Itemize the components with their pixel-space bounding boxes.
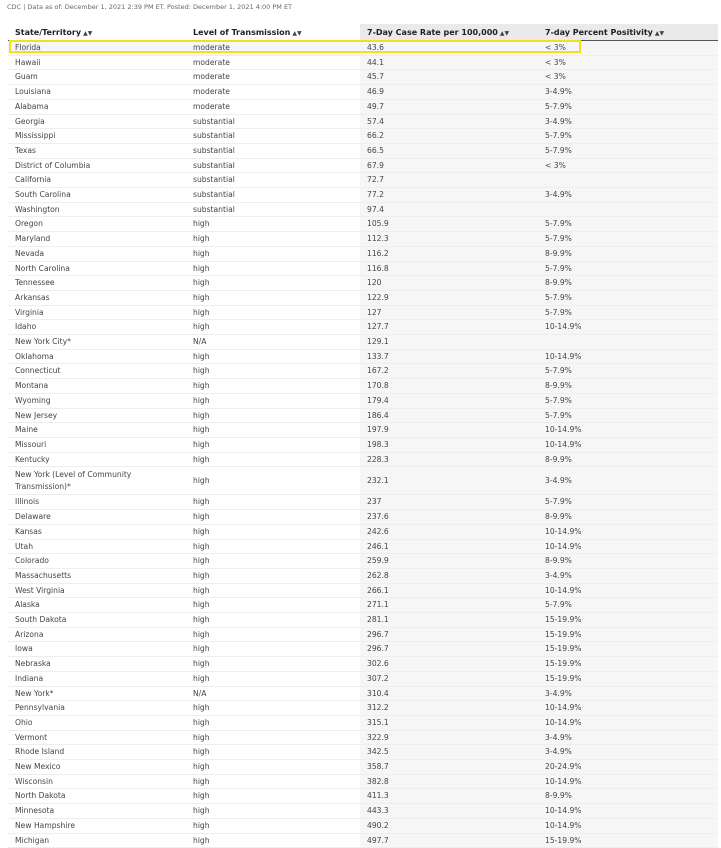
cell-state: California xyxy=(8,173,186,188)
table-row xyxy=(8,804,718,819)
table-row xyxy=(8,85,718,100)
cell-state: Idaho xyxy=(8,320,186,335)
cell-case-rate: 490.2 xyxy=(360,818,538,833)
cell-positivity: 10-14.9% xyxy=(538,437,718,452)
cell-case-rate: 67.9 xyxy=(360,158,538,173)
cell-case-rate: 127.7 xyxy=(360,320,538,335)
cell-level: high xyxy=(186,789,360,804)
cell-case-rate: 246.1 xyxy=(360,539,538,554)
table-row xyxy=(8,598,718,613)
cell-case-rate: 116.8 xyxy=(360,261,538,276)
cell-case-rate: 310.4 xyxy=(360,686,538,701)
table-row xyxy=(8,364,718,379)
cell-case-rate: 307.2 xyxy=(360,671,538,686)
cell-level: high xyxy=(186,671,360,686)
table-row xyxy=(8,510,718,525)
table-row xyxy=(8,774,718,789)
cell-state: Maine xyxy=(8,423,186,438)
cell-positivity: 5-7.9% xyxy=(538,598,718,613)
cell-case-rate: 296.7 xyxy=(360,627,538,642)
table-row xyxy=(8,320,718,335)
cell-state: North Carolina xyxy=(8,261,186,276)
table-row xyxy=(8,173,718,188)
cell-case-rate: 262.8 xyxy=(360,568,538,583)
cell-case-rate: 167.2 xyxy=(360,364,538,379)
cell-case-rate: 112.3 xyxy=(360,232,538,247)
table-row xyxy=(8,437,718,452)
cell-state: Maryland xyxy=(8,232,186,247)
table-row xyxy=(8,129,718,144)
cell-level: high xyxy=(186,349,360,364)
cell-level: high xyxy=(186,290,360,305)
cell-positivity: 3-4.9% xyxy=(538,745,718,760)
table-row xyxy=(8,55,718,70)
cell-positivity: 5-7.9% xyxy=(538,393,718,408)
cell-level: substantial xyxy=(186,188,360,203)
table-row xyxy=(8,305,718,320)
sort-icon[interactable]: ▲▼ xyxy=(292,29,302,37)
cell-positivity: 5-7.9% xyxy=(538,364,718,379)
table-row xyxy=(8,217,718,232)
cell-positivity: 5-7.9% xyxy=(538,232,718,247)
cell-positivity: 10-14.9% xyxy=(538,349,718,364)
cell-positivity: 10-14.9% xyxy=(538,774,718,789)
cell-level: high xyxy=(186,760,360,775)
cell-state: Florida xyxy=(8,41,186,56)
cell-level: high xyxy=(186,568,360,583)
cell-case-rate: 302.6 xyxy=(360,657,538,672)
cell-state: Pennsylvania xyxy=(8,701,186,716)
table-row xyxy=(8,158,718,173)
cell-positivity: 5-7.9% xyxy=(538,217,718,232)
cell-positivity: 3-4.9% xyxy=(538,568,718,583)
cell-state: Vermont xyxy=(8,730,186,745)
cell-case-rate: 44.1 xyxy=(360,55,538,70)
table-row xyxy=(8,833,718,848)
sort-icon[interactable]: ▲▼ xyxy=(654,29,665,37)
table-row xyxy=(8,246,718,261)
cell-level: high xyxy=(186,833,360,848)
cell-positivity: 10-14.9% xyxy=(538,423,718,438)
table-row xyxy=(8,554,718,569)
cell-positivity: 3-4.9% xyxy=(538,114,718,129)
cell-case-rate: 242.6 xyxy=(360,524,538,539)
cell-case-rate: 358.7 xyxy=(360,760,538,775)
cell-level: high xyxy=(186,701,360,716)
cell-positivity: 5-7.9% xyxy=(538,99,718,114)
table-row xyxy=(8,202,718,217)
cell-positivity: 3-4.9% xyxy=(538,730,718,745)
cell-state: New York (Level of Community Transmission)* xyxy=(8,467,186,495)
cell-positivity: 10-14.9% xyxy=(538,524,718,539)
cell-level: high xyxy=(186,657,360,672)
table-row xyxy=(8,524,718,539)
cell-case-rate: 237 xyxy=(360,495,538,510)
cell-level: high xyxy=(186,423,360,438)
cell-positivity: 3-4.9% xyxy=(538,686,718,701)
table-row xyxy=(8,686,718,701)
table-row xyxy=(8,789,718,804)
table-row xyxy=(8,701,718,716)
header-case-rate[interactable]: 7-Day Case Rate per 100,000 ▲▼ xyxy=(360,24,538,41)
cell-positivity: < 3% xyxy=(538,70,718,85)
table-row xyxy=(8,760,718,775)
table-row xyxy=(8,452,718,467)
cell-case-rate: 45.7 xyxy=(360,70,538,85)
cell-state: Alabama xyxy=(8,99,186,114)
cell-positivity: 3-4.9% xyxy=(538,188,718,203)
cell-level: substantial xyxy=(186,129,360,144)
cell-state: Tennessee xyxy=(8,276,186,291)
cell-positivity: 15-19.9% xyxy=(538,613,718,628)
table-row xyxy=(8,41,718,56)
table-row xyxy=(8,379,718,394)
table-row xyxy=(8,583,718,598)
cell-level: moderate xyxy=(186,41,360,56)
table-row xyxy=(8,568,718,583)
cell-positivity: < 3% xyxy=(538,55,718,70)
cell-state: West Virginia xyxy=(8,583,186,598)
cell-state: Wyoming xyxy=(8,393,186,408)
cell-state: Oregon xyxy=(8,217,186,232)
cell-positivity: < 3% xyxy=(538,158,718,173)
cell-case-rate: 179.4 xyxy=(360,393,538,408)
cell-case-rate: 72.7 xyxy=(360,173,538,188)
table-row xyxy=(8,423,718,438)
table-row xyxy=(8,393,718,408)
table-row xyxy=(8,188,718,203)
cell-case-rate: 198.3 xyxy=(360,437,538,452)
cell-case-rate: 57.4 xyxy=(360,114,538,129)
cell-state: New Hampshire xyxy=(8,818,186,833)
cell-state: New York* xyxy=(8,686,186,701)
cell-state: Delaware xyxy=(8,510,186,525)
cell-case-rate: 259.9 xyxy=(360,554,538,569)
cell-positivity: 15-19.9% xyxy=(538,671,718,686)
table-row xyxy=(8,745,718,760)
cell-level: moderate xyxy=(186,99,360,114)
cell-state: South Carolina xyxy=(8,188,186,203)
cell-positivity xyxy=(538,173,718,188)
cell-positivity: 10-14.9% xyxy=(538,583,718,598)
cell-level: high xyxy=(186,232,360,247)
table-row xyxy=(8,335,718,350)
cell-case-rate: 296.7 xyxy=(360,642,538,657)
cell-case-rate: 271.1 xyxy=(360,598,538,613)
cell-case-rate: 43.6 xyxy=(360,41,538,56)
cell-level: high xyxy=(186,539,360,554)
cell-level: high xyxy=(186,217,360,232)
cell-level: high xyxy=(186,818,360,833)
table-row xyxy=(8,627,718,642)
table-header-row xyxy=(8,24,718,41)
cell-state: New Jersey xyxy=(8,408,186,423)
cell-level: high xyxy=(186,276,360,291)
cell-state: Michigan xyxy=(8,833,186,848)
table-row xyxy=(8,349,718,364)
cell-state: North Dakota xyxy=(8,789,186,804)
cell-level: moderate xyxy=(186,55,360,70)
cell-positivity: 5-7.9% xyxy=(538,261,718,276)
cell-level: substantial xyxy=(186,143,360,158)
cell-positivity: 8-9.9% xyxy=(538,246,718,261)
cell-state: South Dakota xyxy=(8,613,186,628)
cell-positivity: 10-14.9% xyxy=(538,818,718,833)
cell-positivity: 10-14.9% xyxy=(538,539,718,554)
cell-state: Mississippi xyxy=(8,129,186,144)
cell-level: high xyxy=(186,408,360,423)
table-row xyxy=(8,730,718,745)
table-row xyxy=(8,408,718,423)
table-row xyxy=(8,715,718,730)
cell-level: N/A xyxy=(186,335,360,350)
cell-level: high xyxy=(186,393,360,408)
cell-state: Arizona xyxy=(8,627,186,642)
cell-case-rate: 97.4 xyxy=(360,202,538,217)
cell-level: high xyxy=(186,642,360,657)
cell-positivity: 10-14.9% xyxy=(538,804,718,819)
cell-state: Kentucky xyxy=(8,452,186,467)
cell-level: high xyxy=(186,467,360,495)
cell-state: Washington xyxy=(8,202,186,217)
cell-case-rate: 66.5 xyxy=(360,143,538,158)
cell-positivity: 20-24.9% xyxy=(538,760,718,775)
cell-state: Ohio xyxy=(8,715,186,730)
covid-data-table xyxy=(8,24,718,848)
cell-case-rate: 66.2 xyxy=(360,129,538,144)
cell-state: Virginia xyxy=(8,305,186,320)
cell-level: high xyxy=(186,452,360,467)
cell-state: Hawaii xyxy=(8,55,186,70)
table-row xyxy=(8,232,718,247)
cell-level: high xyxy=(186,613,360,628)
cell-level: high xyxy=(186,583,360,598)
cell-positivity: 5-7.9% xyxy=(538,305,718,320)
cell-level: high xyxy=(186,305,360,320)
header-state[interactable]: State/Territory ▲▼ xyxy=(8,24,186,41)
cell-level: substantial xyxy=(186,173,360,188)
cell-state: Indiana xyxy=(8,671,186,686)
cell-level: substantial xyxy=(186,202,360,217)
cell-positivity: 8-9.9% xyxy=(538,789,718,804)
table-row xyxy=(8,99,718,114)
cell-state: Wisconsin xyxy=(8,774,186,789)
cell-case-rate: 105.9 xyxy=(360,217,538,232)
cell-case-rate: 281.1 xyxy=(360,613,538,628)
table-row xyxy=(8,114,718,129)
cell-case-rate: 497.7 xyxy=(360,833,538,848)
cell-level: high xyxy=(186,510,360,525)
cell-level: high xyxy=(186,524,360,539)
cell-state: Kansas xyxy=(8,524,186,539)
cell-state: Montana xyxy=(8,379,186,394)
cell-state: Louisiana xyxy=(8,85,186,100)
cell-state: Texas xyxy=(8,143,186,158)
cell-case-rate: 170.8 xyxy=(360,379,538,394)
cell-case-rate: 312.2 xyxy=(360,701,538,716)
cell-level: high xyxy=(186,364,360,379)
cell-case-rate: 232.1 xyxy=(360,467,538,495)
cell-state: Illinois xyxy=(8,495,186,510)
cell-state: Minnesota xyxy=(8,804,186,819)
cell-state: New York City* xyxy=(8,335,186,350)
cell-case-rate: 116.2 xyxy=(360,246,538,261)
cell-case-rate: 266.1 xyxy=(360,583,538,598)
cell-level: high xyxy=(186,379,360,394)
cell-level: high xyxy=(186,804,360,819)
cell-positivity: 3-4.9% xyxy=(538,467,718,495)
cell-level: moderate xyxy=(186,85,360,100)
cell-state: Georgia xyxy=(8,114,186,129)
cell-state: Nevada xyxy=(8,246,186,261)
header-level[interactable]: Level of Transmission ▲▼ xyxy=(186,24,360,41)
cell-case-rate: 411.3 xyxy=(360,789,538,804)
cell-positivity: 8-9.9% xyxy=(538,379,718,394)
cell-case-rate: 443.3 xyxy=(360,804,538,819)
cell-case-rate: 133.7 xyxy=(360,349,538,364)
cell-state: New Mexico xyxy=(8,760,186,775)
source-line: CDC | Data as of: December 1, 2021 2:39 PM ET. Posted: December 1, 2021 4:00 PM ET xyxy=(7,3,293,11)
cell-positivity: 5-7.9% xyxy=(538,408,718,423)
table-row xyxy=(8,495,718,510)
cell-case-rate: 49.7 xyxy=(360,99,538,114)
table-row xyxy=(8,290,718,305)
cell-case-rate: 197.9 xyxy=(360,423,538,438)
table-row xyxy=(8,671,718,686)
cell-state: Guam xyxy=(8,70,186,85)
cell-positivity: 10-14.9% xyxy=(538,320,718,335)
cell-level: high xyxy=(186,261,360,276)
cell-case-rate: 186.4 xyxy=(360,408,538,423)
cell-level: high xyxy=(186,320,360,335)
cell-state: Iowa xyxy=(8,642,186,657)
sort-icon[interactable]: ▲▼ xyxy=(499,29,510,37)
cell-level: high xyxy=(186,246,360,261)
cell-positivity: 15-19.9% xyxy=(538,833,718,848)
cell-positivity: 8-9.9% xyxy=(538,510,718,525)
cell-positivity: 15-19.9% xyxy=(538,657,718,672)
cell-level: N/A xyxy=(186,686,360,701)
cell-state: Missouri xyxy=(8,437,186,452)
table-row xyxy=(8,261,718,276)
table-row xyxy=(8,539,718,554)
cell-level: high xyxy=(186,774,360,789)
cell-state: Oklahoma xyxy=(8,349,186,364)
cell-positivity xyxy=(538,335,718,350)
cell-level: moderate xyxy=(186,70,360,85)
cell-case-rate: 237.6 xyxy=(360,510,538,525)
table-row xyxy=(8,642,718,657)
cell-level: high xyxy=(186,437,360,452)
cell-level: high xyxy=(186,495,360,510)
cell-positivity: 10-14.9% xyxy=(538,701,718,716)
cell-state: Nebraska xyxy=(8,657,186,672)
cell-case-rate: 122.9 xyxy=(360,290,538,305)
cell-positivity: 8-9.9% xyxy=(538,276,718,291)
cell-case-rate: 129.1 xyxy=(360,335,538,350)
cell-state: Massachusetts xyxy=(8,568,186,583)
cell-case-rate: 127 xyxy=(360,305,538,320)
cell-positivity: 8-9.9% xyxy=(538,554,718,569)
header-positivity[interactable]: 7-day Percent Positivity ▲▼ xyxy=(538,24,718,41)
cell-positivity: 5-7.9% xyxy=(538,129,718,144)
table-row xyxy=(8,657,718,672)
cell-case-rate: 322.9 xyxy=(360,730,538,745)
cell-level: high xyxy=(186,598,360,613)
cell-positivity: 5-7.9% xyxy=(538,143,718,158)
cell-state: Colorado xyxy=(8,554,186,569)
cell-positivity: 5-7.9% xyxy=(538,495,718,510)
cell-level: high xyxy=(186,554,360,569)
cell-positivity xyxy=(538,202,718,217)
cell-positivity: 10-14.9% xyxy=(538,715,718,730)
cell-state: Utah xyxy=(8,539,186,554)
cell-case-rate: 315.1 xyxy=(360,715,538,730)
cell-state: District of Columbia xyxy=(8,158,186,173)
cell-level: substantial xyxy=(186,114,360,129)
cell-level: substantial xyxy=(186,158,360,173)
cell-level: high xyxy=(186,715,360,730)
cell-case-rate: 46.9 xyxy=(360,85,538,100)
cell-positivity: 3-4.9% xyxy=(538,85,718,100)
cell-level: high xyxy=(186,745,360,760)
table-row xyxy=(8,613,718,628)
cell-positivity: < 3% xyxy=(538,41,718,56)
cell-state: Alaska xyxy=(8,598,186,613)
cell-case-rate: 342.5 xyxy=(360,745,538,760)
cell-positivity: 15-19.9% xyxy=(538,642,718,657)
cell-state: Arkansas xyxy=(8,290,186,305)
cell-level: high xyxy=(186,730,360,745)
cell-state: Rhode Island xyxy=(8,745,186,760)
table-row xyxy=(8,70,718,85)
cell-state: Connecticut xyxy=(8,364,186,379)
cell-case-rate: 120 xyxy=(360,276,538,291)
table-row xyxy=(8,818,718,833)
cell-positivity: 5-7.9% xyxy=(538,290,718,305)
table-row xyxy=(8,276,718,291)
sort-icon[interactable]: ▲▼ xyxy=(83,29,93,37)
cell-positivity: 8-9.9% xyxy=(538,452,718,467)
cell-positivity: 15-19.9% xyxy=(538,627,718,642)
table-body xyxy=(8,41,718,848)
table-row xyxy=(8,467,718,495)
cell-level: high xyxy=(186,627,360,642)
cell-case-rate: 228.3 xyxy=(360,452,538,467)
table-row xyxy=(8,143,718,158)
cell-case-rate: 382.8 xyxy=(360,774,538,789)
cell-case-rate: 77.2 xyxy=(360,188,538,203)
